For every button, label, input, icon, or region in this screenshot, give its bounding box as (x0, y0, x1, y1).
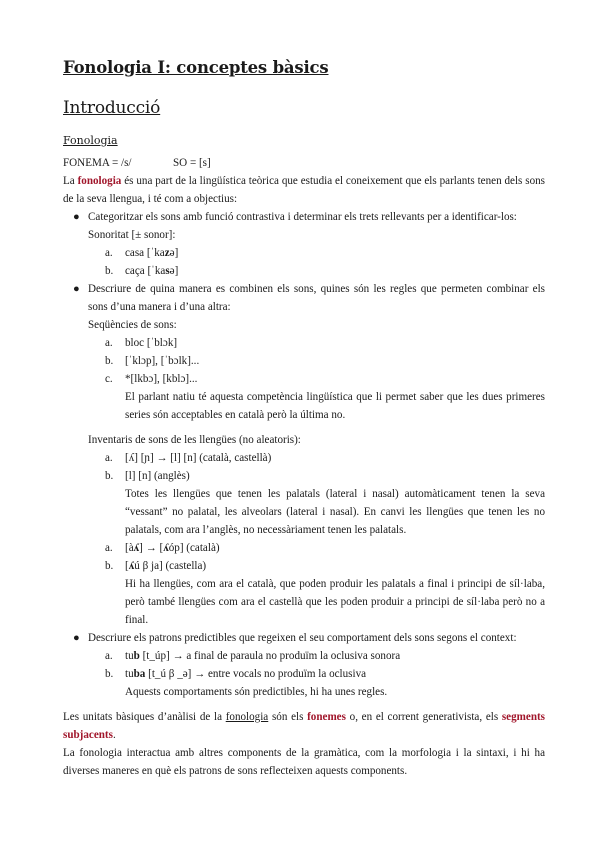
example-list (88, 449, 545, 485)
fonema-label: FONEMA = /s/ (63, 157, 132, 169)
term-segments-subjacents: segments subjacents (63, 711, 545, 741)
example-list (88, 539, 545, 575)
note-paragraph: Hi ha llengües, com ara el català, que poden produir les palatals a final i principi de síl·laba, però també llengües com ara el castellà que les poden produir a principi de síl·laba però no a final. (125, 578, 545, 626)
term-fonologia: fonologia (77, 175, 122, 187)
term-fonemes: fonemes (307, 711, 346, 723)
list-item: a. casa [ˈkazə] (105, 247, 179, 259)
document-title: Fonologia I: conceptes bàsics (63, 58, 329, 77)
fonologia-link[interactable]: fonologia (225, 711, 269, 723)
note-paragraph: El parlant natiu té aquesta competència lingüística que li permet saber que les dues primeres series són acceptables en català però la última no. (125, 391, 545, 421)
list-item: c. *[lkbɔ], [kblɔ]... (105, 373, 198, 385)
objective-2: ● Descriure de quina manera es combinen els sons, quines són les regles que permeten combinar els sons d’una manera i d’una altra: Seqüències de sons: a. bloc [ˈblɔk] b. [ˈklɔp], [ˈbɔlk]... c. *[lkbɔ], [kblɔ]... El parlant natiu té aquesta competència lingüística que li permet saber que les dues primeres series són acceptables en català però la última no. Inventaris de sons de les llengües (no aleatoris): a. [ʎ] [ɲ] → [l] [n] (català, castellà) b. [l] [n] (anglès) Totes les llengües que tenen les palatals (lateral i nasal) automàticament tenen la seva “vessant” no palatal, les alveolars (lateral i nasal). En canvi les llengües que tenen les no palatals, com ara l’anglès, no necessàriament tenen les palatals. a. [àʎ] → [ʎóp] (català) b. [ʎú β ja] (castella) Hi ha llengües, com ara el català, que poden produir les palatals a final i principi de síl·laba, però també llengües com ara el castellà que les poden produir a principi de síl·laba però no a final. (63, 280, 545, 629)
section-heading: Introducció (63, 98, 161, 118)
bullet-icon: ● (73, 632, 80, 644)
list-item: a. tub [t_úp] → a final de paraula no produïm la oclusiva sonora (105, 650, 401, 662)
objective-1: ● Categoritzar els sons amb funció contrastiva i determinar els trets rellevants per a identificar-los: Sonoritat [± sonor]: a. casa [ˈkazə] b. caça [ˈkasə] (63, 208, 545, 280)
inventaris-label: Inventaris de sons de les llengües (no aleatoris): (88, 434, 301, 446)
document-body (63, 154, 545, 780)
list-item: b. [ˈklɔp], [ˈbɔlk]... (105, 355, 200, 367)
list-item: a. bloc [ˈblɔk] (105, 337, 178, 349)
fonema-line (63, 154, 545, 172)
list-item: a. [àʎ] → [ʎóp] (català) (105, 542, 220, 554)
intro-paragraph: La fonologia és una part de la lingüística teòrica que estudia el coneixement que els parlants tenen dels sons de la seva llengua, i té com a objectius: (63, 175, 545, 205)
objectives-list (63, 208, 545, 701)
subsection-heading: Fonologia (63, 134, 118, 147)
sequencies-label: Seqüències de sons: (88, 319, 177, 331)
example-list (88, 334, 545, 388)
list-item: b. tuba [t_ú β _ə] → entre vocals no produïm la oclusiva (105, 668, 367, 680)
list-item: b. [ʎú β ja] (castella) (105, 560, 207, 572)
list-item: a. [ʎ] [ɲ] → [l] [n] (català, castellà) (105, 452, 272, 464)
bullet-icon: ● (73, 283, 80, 295)
objective-3: ● Descriure els patrons predictibles que regeixen el seu comportament dels sons segons el context: a. tub [t_úp] → a final de paraula no produïm la oclusiva sonora b. tuba [t_ú β _ə] → entre vocals no produïm la oclusiva Aquests comportaments són predictibles, hi ha unes regles. (63, 629, 545, 701)
sonoritat-label: Sonoritat [± sonor]: (88, 229, 176, 241)
example-list (88, 647, 545, 683)
list-item: b. caça [ˈkasə] (105, 265, 179, 277)
closing-paragraph-2: La fonologia interactua amb altres components de la gramàtica, com la morfologia i la sintaxi, i hi ha diverses maneres en què els patrons de sons reflecteixen aquests components. (63, 747, 545, 777)
note-paragraph: Totes les llengües que tenen les palatals (lateral i nasal) automàticament tenen la seva “vessant” no palatal, les alveolars (lateral i nasal). En canvi les llengües que tenen les no palatals, com ara l’anglès, no necessàriament tenen les palatals. (125, 488, 545, 536)
note-paragraph: Aquests comportaments són predictibles, hi ha unes regles. (125, 686, 388, 698)
so-label: SO = [s] (173, 157, 211, 169)
bullet-icon: ● (73, 211, 80, 223)
closing-paragraph: Les unitats bàsiques d’anàlisi de la fonologia són els fonemes o, en el corrent generativista, els segments subjacents. (63, 711, 545, 741)
list-item: b. [l] [n] (anglès) (105, 470, 190, 482)
example-list (88, 244, 545, 280)
